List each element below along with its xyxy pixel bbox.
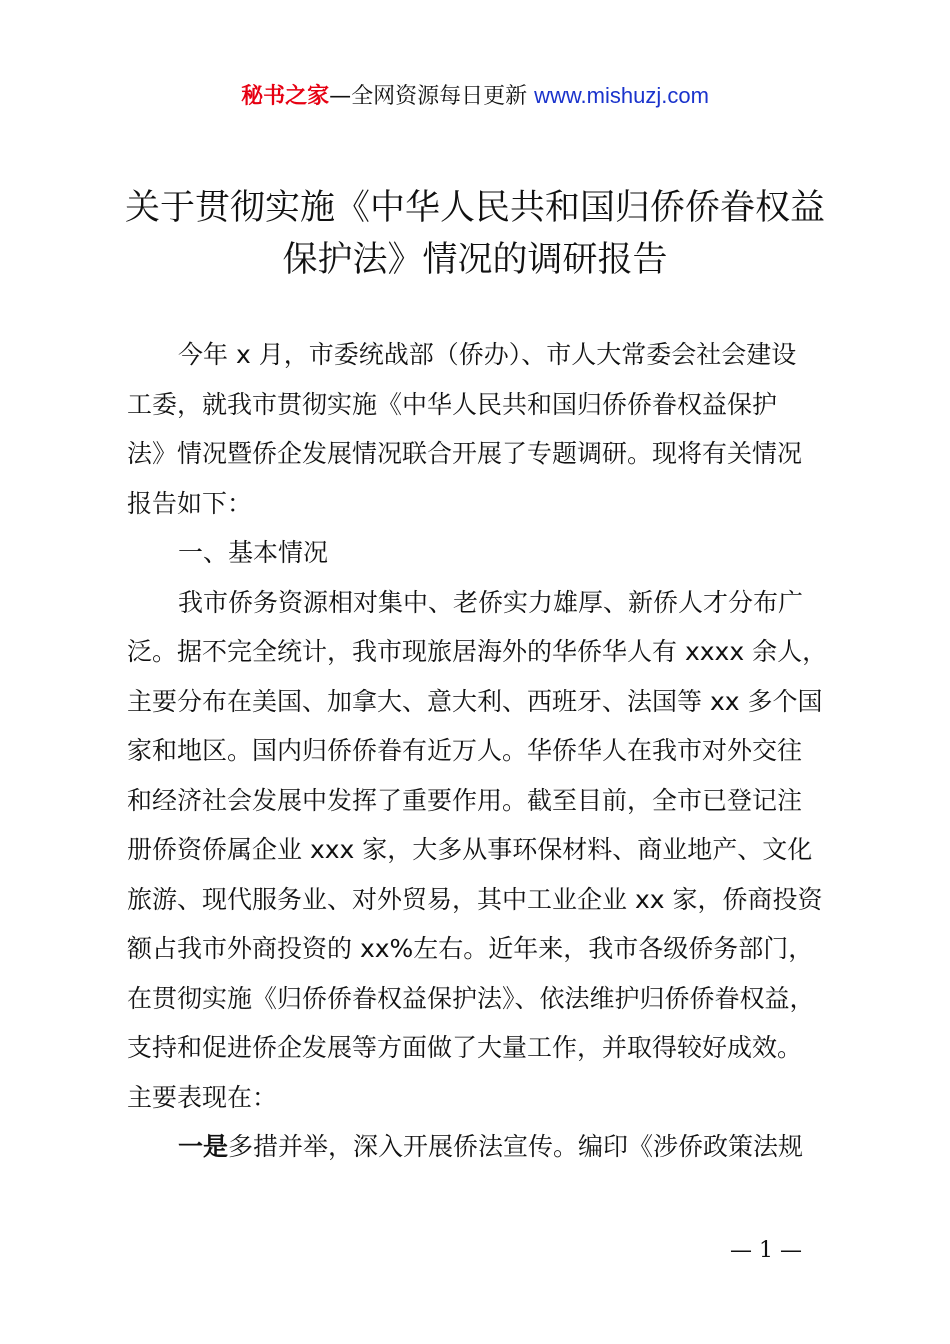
section-heading: 一、基本情况 bbox=[178, 538, 329, 567]
body-line: 主要分布在美国、加拿大、意大利、西班牙、法国等 xx 多个国 bbox=[127, 686, 823, 716]
body-line: 额占我市外商投资的 xx%左右。近年来，我市各级侨务部门， bbox=[127, 934, 814, 963]
body-line: 和经济社会发展中发挥了重要作用。截至目前，全市已登记注 bbox=[127, 785, 803, 815]
title-line-1: 关于贯彻实施《中华人民共和国归侨侨眷权益 bbox=[124, 188, 825, 228]
body-line: 工委，就我市贯彻实施《中华人民共和国归侨侨眷权益保护 bbox=[127, 389, 778, 419]
body-line: 在贯彻实施《归侨侨眷权益保护法》、依法维护归侨侨眷权益， bbox=[127, 983, 815, 1013]
document-title bbox=[90, 182, 860, 286]
body-line-last bbox=[127, 1122, 862, 1172]
body-line: 旅游、现代服务业、对外贸易，其中工业企业 xx 家，侨商投资 bbox=[127, 884, 823, 914]
site-header bbox=[0, 80, 950, 113]
body-line: 家和地区。国内归侨侨眷有近万人。华侨华人在我市对外交往 bbox=[127, 736, 803, 765]
body-line: 今年 x 月，市委统战部（侨办）、市人大常委会社会建设 bbox=[178, 340, 797, 369]
body-line: 支持和促进侨企发展等方面做了大量工作，并取得较好成效。 bbox=[127, 1033, 803, 1062]
header-brand: 秘书之家 bbox=[241, 84, 330, 109]
body-line: 报告如下： bbox=[127, 488, 253, 518]
body-line: 册侨资侨属企业 xxx 家，大多从事环保材料、商业地产、文化 bbox=[127, 835, 813, 864]
header-url-link[interactable]: www.mishuzj.com bbox=[534, 83, 709, 108]
body-line: 泛。据不完全统计，我市现旅居海外的华侨华人有 xxxx 余人， bbox=[127, 637, 828, 666]
body-line: 法》情况暨侨企发展情况联合开展了专题调研。现将有关情况 bbox=[127, 439, 803, 468]
emphasis-label: 一是 bbox=[178, 1132, 229, 1161]
body-line-rest: 多措并举，深入开展侨法宣传。编印《涉侨政策法规 bbox=[228, 1132, 804, 1161]
body-line: 我市侨务资源相对集中、老侨实力雄厚、新侨人才分布广 bbox=[178, 587, 804, 617]
header-tagline: —全网资源每日更新 bbox=[329, 84, 535, 109]
title-line-2: 保护法》情况的调研报告 bbox=[282, 240, 668, 280]
page-number: — 1 — bbox=[730, 1238, 802, 1263]
document-body bbox=[127, 330, 862, 1172]
body-line: 主要表现在： bbox=[127, 1082, 278, 1112]
